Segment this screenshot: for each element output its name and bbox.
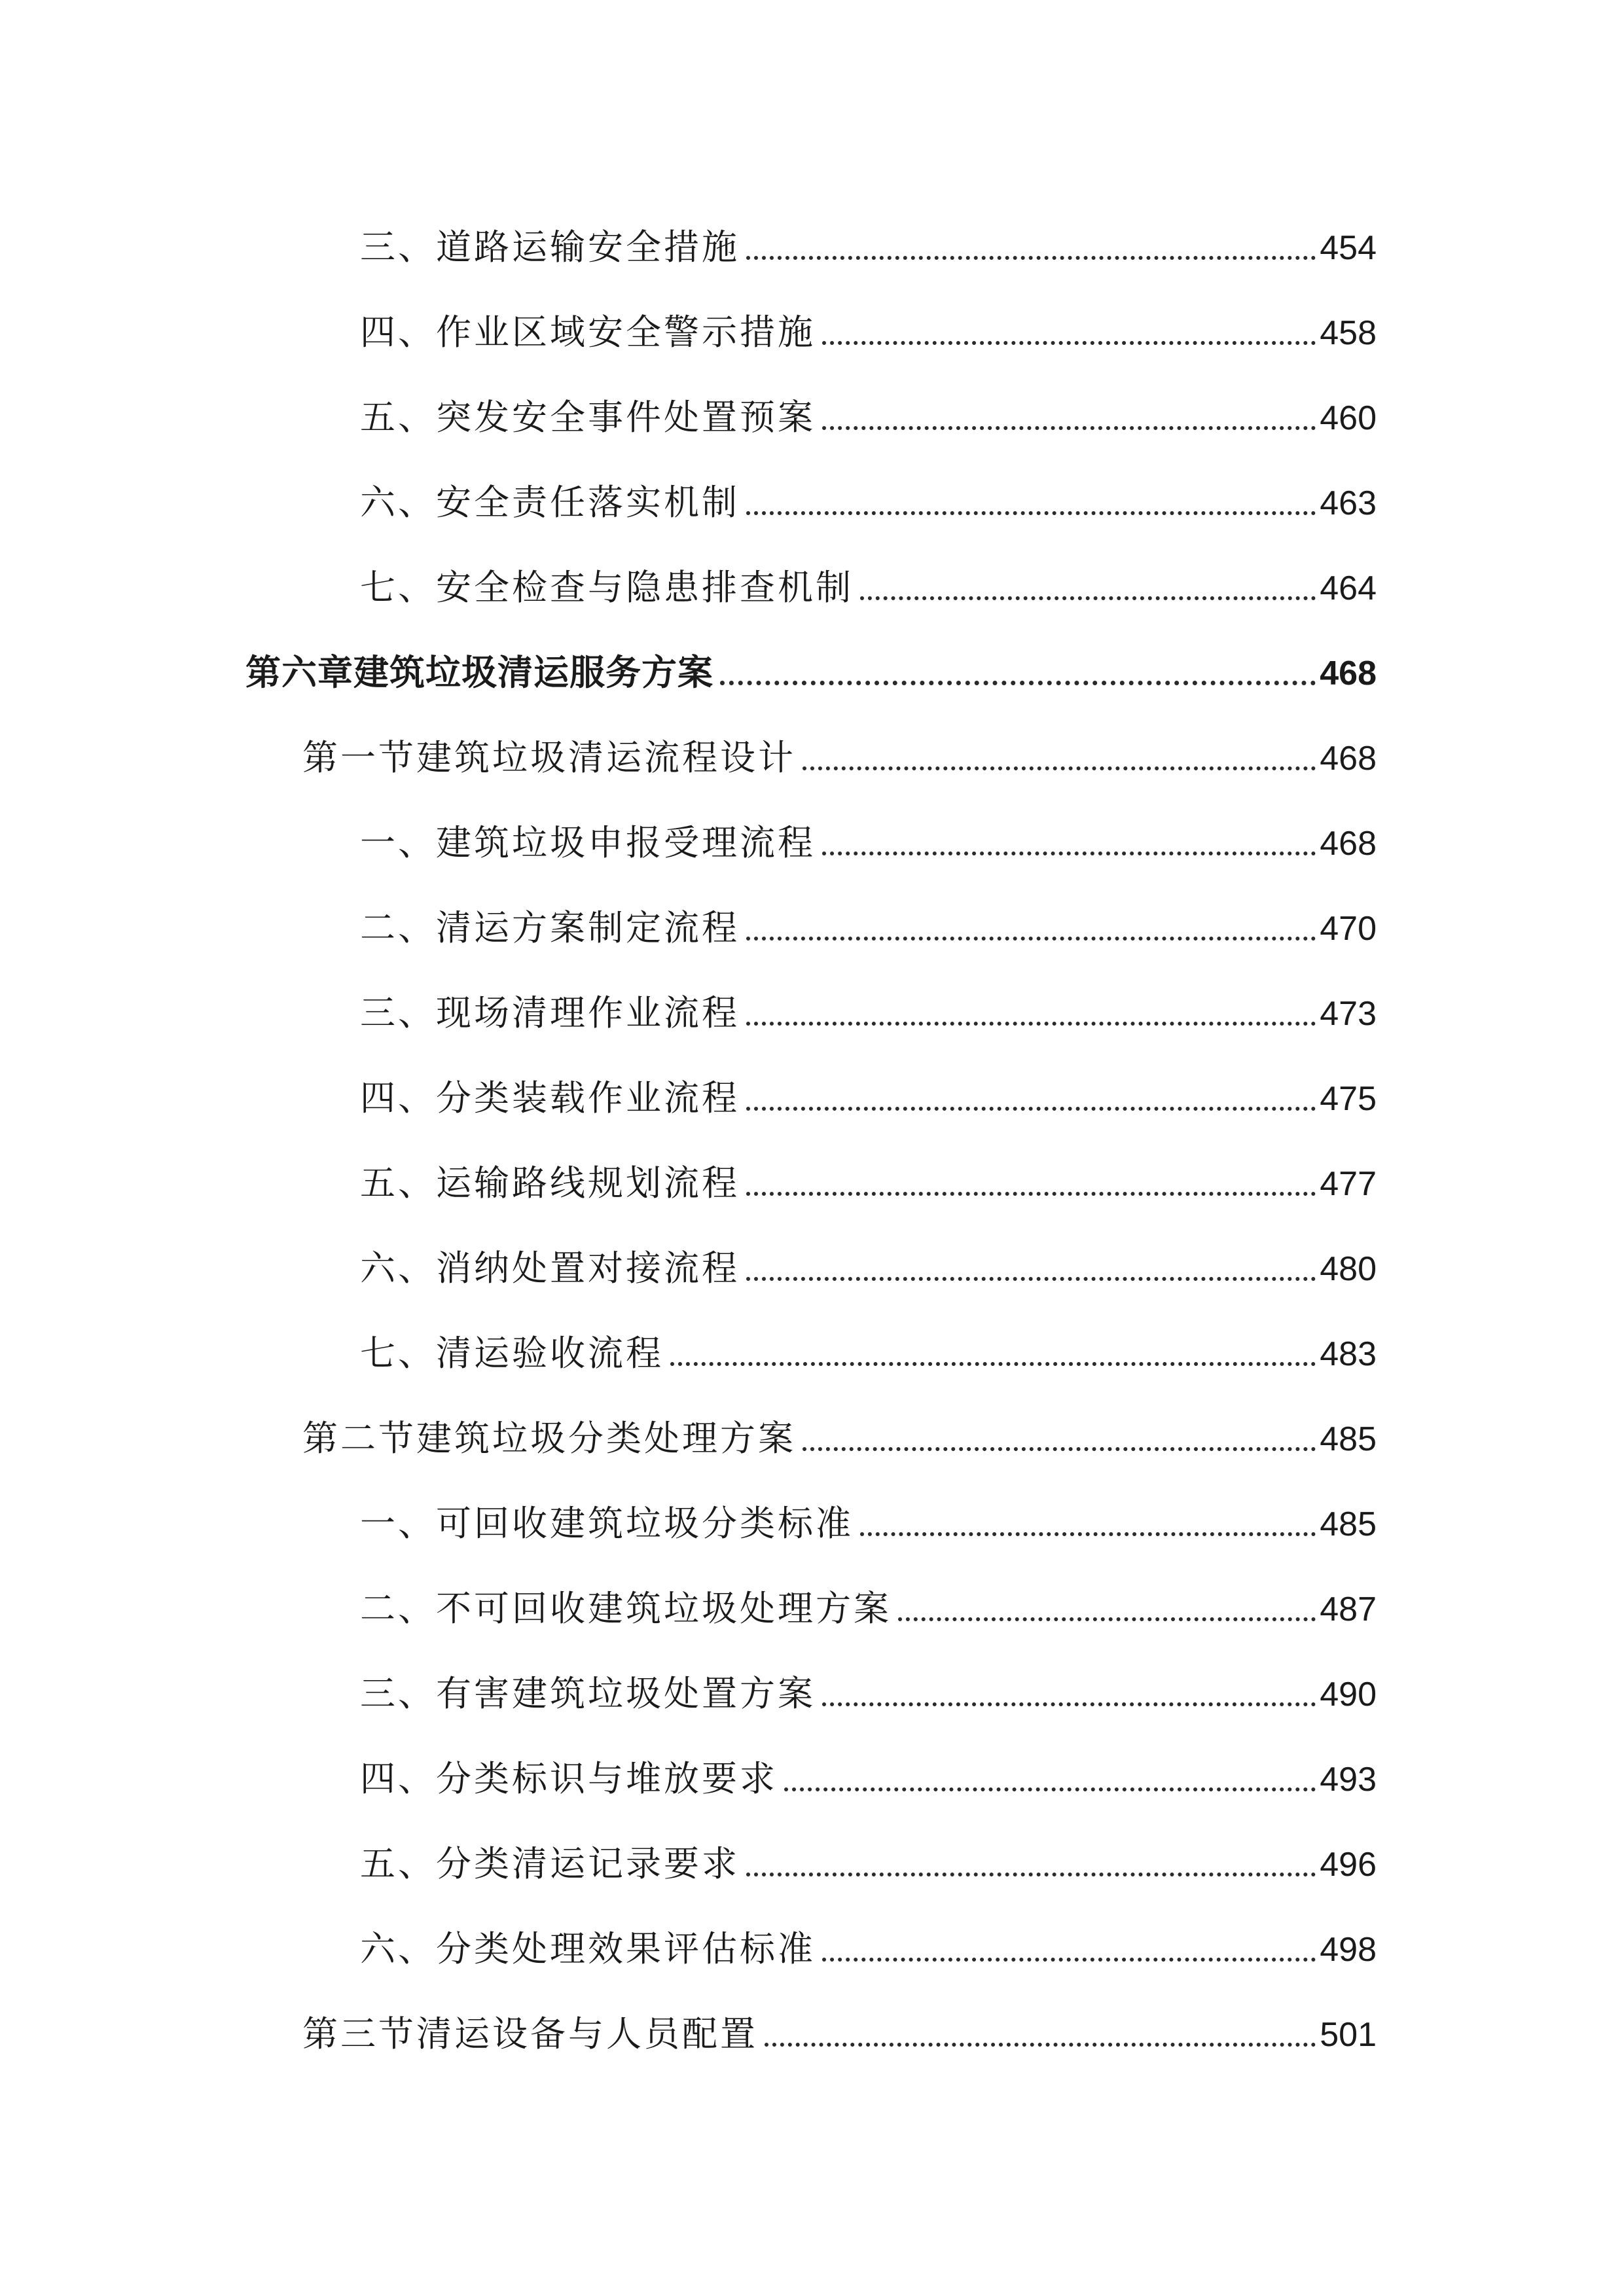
dot-leader <box>898 1617 1316 1621</box>
toc-entry-title: 第二节建筑垃圾分类处理方案 <box>302 1418 796 1459</box>
dot-leader <box>746 1192 1316 1196</box>
dot-leader <box>860 596 1316 600</box>
toc-entry-title: 二、清运方案制定流程 <box>360 907 740 948</box>
toc-entry[interactable] <box>360 468 1377 523</box>
dot-leader <box>803 766 1316 770</box>
toc-entry-title: 三、道路运输安全措施 <box>360 226 740 268</box>
toc-entry-page: 496 <box>1320 1846 1377 1884</box>
toc-entry-page: 468 <box>1320 655 1377 692</box>
dot-leader <box>746 511 1316 515</box>
toc-entry[interactable] <box>360 1744 1377 1797</box>
dot-leader <box>803 1447 1316 1451</box>
toc-entry-title: 五、分类清运记录要求 <box>360 1843 740 1884</box>
toc-entry[interactable] <box>360 978 1377 1031</box>
toc-entry-page: 485 <box>1320 1505 1377 1543</box>
toc-entry-page: 460 <box>1320 399 1377 437</box>
toc-entry-page: 501 <box>1320 2016 1377 2054</box>
dot-leader <box>746 937 1316 941</box>
toc-entry-page: 470 <box>1320 910 1377 948</box>
toc-entry-page: 498 <box>1320 1931 1377 1969</box>
toc-entry[interactable] <box>360 1489 1377 1544</box>
toc-entry[interactable] <box>360 553 1377 608</box>
toc-entry[interactable] <box>360 1064 1377 1119</box>
dot-leader <box>784 1787 1316 1791</box>
toc-entry-title: 五、运输路线规划流程 <box>360 1162 740 1204</box>
toc-entry[interactable] <box>360 213 1377 268</box>
toc-entry-page: 468 <box>1320 825 1377 863</box>
toc-entry-title: 五、突发安全事件处置预案 <box>360 397 816 438</box>
toc-entry-title: 三、有害建筑垃圾处置方案 <box>360 1673 816 1714</box>
toc-section-entry[interactable] <box>302 1404 1377 1459</box>
toc-entry-title: 六、安全责任落实机制 <box>360 482 740 523</box>
dot-leader <box>746 1277 1316 1281</box>
dot-leader <box>670 1362 1316 1366</box>
dot-leader <box>822 426 1316 430</box>
toc-entry-page: 463 <box>1320 484 1377 522</box>
toc-chapter-entry[interactable] <box>245 638 1377 691</box>
toc-entry[interactable] <box>360 1829 1377 1882</box>
toc-entry-page: 475 <box>1320 1080 1377 1118</box>
dot-leader <box>860 1532 1316 1536</box>
toc-entry[interactable] <box>360 1574 1377 1629</box>
toc-entry-title: 四、分类装载作业流程 <box>360 1077 740 1119</box>
dot-leader <box>822 1958 1316 1962</box>
toc-entry-title: 第三节清运设备与人员配置 <box>302 2013 758 2054</box>
dot-leader <box>822 341 1316 345</box>
toc-entry-title: 四、作业区域安全警示措施 <box>360 312 816 353</box>
toc-entry[interactable] <box>360 298 1377 353</box>
dot-leader <box>720 681 1316 685</box>
toc-entry[interactable] <box>360 1659 1377 1712</box>
toc-entry-title: 七、清运验收流程 <box>360 1333 664 1374</box>
toc-entry-page: 454 <box>1320 229 1377 267</box>
dot-leader <box>822 1702 1316 1706</box>
toc-entry-title: 七、安全检查与隐患排查机制 <box>360 567 854 608</box>
toc-entry-title: 六、分类处理效果评估标准 <box>360 1928 816 1969</box>
toc-entry-page: 493 <box>1320 1761 1377 1799</box>
dot-leader <box>746 1022 1316 1026</box>
toc-entry[interactable] <box>360 1914 1377 1967</box>
toc-section-entry[interactable] <box>302 723 1377 776</box>
toc-entry[interactable] <box>360 1234 1377 1289</box>
toc-entry-title: 四、分类标识与堆放要求 <box>360 1758 778 1799</box>
toc-entry[interactable] <box>360 808 1377 861</box>
toc-entry-page: 485 <box>1320 1420 1377 1458</box>
toc-entry-page: 464 <box>1320 569 1377 607</box>
dot-leader <box>746 1873 1316 1876</box>
toc-entry[interactable] <box>360 893 1377 946</box>
dot-leader <box>822 852 1316 855</box>
toc-entry-page: 468 <box>1320 740 1377 778</box>
toc-entry-title: 六、消纳处置对接流程 <box>360 1247 740 1289</box>
toc-entry-title: 第六章建筑垃圾清运服务方案 <box>245 652 713 693</box>
dot-leader <box>746 256 1316 260</box>
toc-entry-title: 第一节建筑垃圾清运流程设计 <box>302 737 796 778</box>
toc-entry[interactable] <box>360 383 1377 438</box>
toc-entry-page: 458 <box>1320 314 1377 352</box>
toc-entry[interactable] <box>360 1319 1377 1374</box>
toc-entry-page: 487 <box>1320 1590 1377 1628</box>
toc-entry-title: 一、可回收建筑垃圾分类标准 <box>360 1503 854 1544</box>
toc-section-entry[interactable] <box>302 2000 1377 2052</box>
toc-entry-title: 二、不可回收建筑垃圾处理方案 <box>360 1588 892 1629</box>
toc-entry-page: 490 <box>1320 1676 1377 1713</box>
toc-entry-page: 480 <box>1320 1250 1377 1288</box>
toc-entry-title: 一、建筑垃圾申报受理流程 <box>360 822 816 863</box>
toc-entry-page: 483 <box>1320 1335 1377 1373</box>
toc-entry-page: 473 <box>1320 995 1377 1033</box>
dot-leader <box>765 2043 1316 2047</box>
toc-entry-title: 三、现场清理作业流程 <box>360 992 740 1033</box>
toc-entry[interactable] <box>360 1149 1377 1204</box>
dot-leader <box>746 1107 1316 1111</box>
toc-entry-page: 477 <box>1320 1165 1377 1203</box>
